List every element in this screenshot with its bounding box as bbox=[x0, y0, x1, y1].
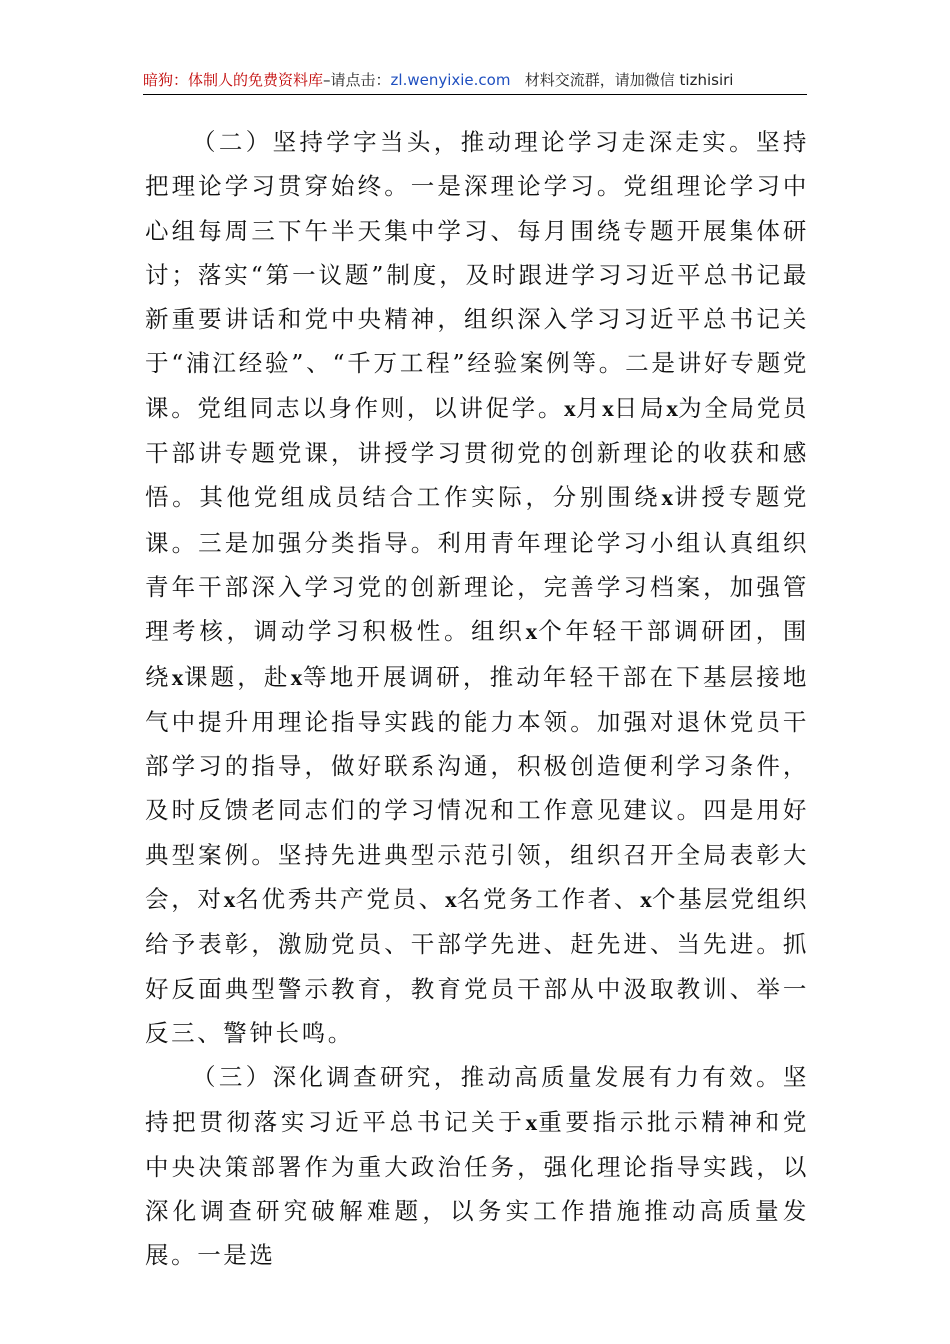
header-divider bbox=[143, 94, 807, 95]
header-url-link[interactable]: zl.wenyixie.com bbox=[390, 71, 511, 89]
paragraph: （二）坚持学字当头，推动理论学习走深走实。坚持把理论学习贯穿始终。一是深理论学习。党组理论学习中心组每周三下午半天集中学习、每月围绕专题开展集体研讨；落实“第一议题”制度，及时跟进学习习近平总书记最新重要讲话和党中央精神，组织深入学习习近平总书记关于“浦江经验”、“千万工程”经验案例等。二是讲好专题党课。党组同志以身作则，以讲促学。x月x日局x为全局党员干部讲专题党课，讲授学习贯彻党的创新理论的收获和感悟。其他党组成员结合工作实际，分别围绕x讲授专题党课。三是加强分类指导。利用青年理论学习小组认真组织青年干部深入学习党的创新理论，完善学习档案，加强管理考核，调动学习积极性。组织x个年轻干部调研团，围绕x课题，赴x等地开展调研，推动年轻干部在下基层接地气中提升用理论指导实践的能力本领。加强对退休党员干部学习的指导，做好联系沟通，积极创造便利学习条件，及时反馈老同志们的学习情况和工作意见建议。四是用好典型案例。坚持先进典型示范引领，组织召开全局表彰大会，对x名优秀共产党员、x名党务工作者、x个基层党组织给予表彰，激励党员、干部学先进、赶先进、当先进。抓好反面典型警示教育，教育党员干部从中汲取教训、举一反三、警钟长鸣。 bbox=[145, 128, 810, 1047]
header-contact: 材料交流群，请加微信 tizhisiri bbox=[524, 71, 734, 89]
document-body bbox=[145, 120, 809, 1278]
header-brand: 暗狗：体制人的免费资料库 bbox=[143, 71, 324, 89]
page-header bbox=[143, 66, 807, 94]
paragraph: （三）深化调查研究，推动高质量发展有力有效。坚持把贯彻落实习近平总书记关于x重要指示批示精神和党中央决策部署作为重大政治任务，强化理论指导实践，以深化调查研究破解难题，以务实工作措施推动高质量发展。一是选 bbox=[145, 1063, 810, 1270]
header-prompt: –请点击： bbox=[323, 71, 391, 89]
